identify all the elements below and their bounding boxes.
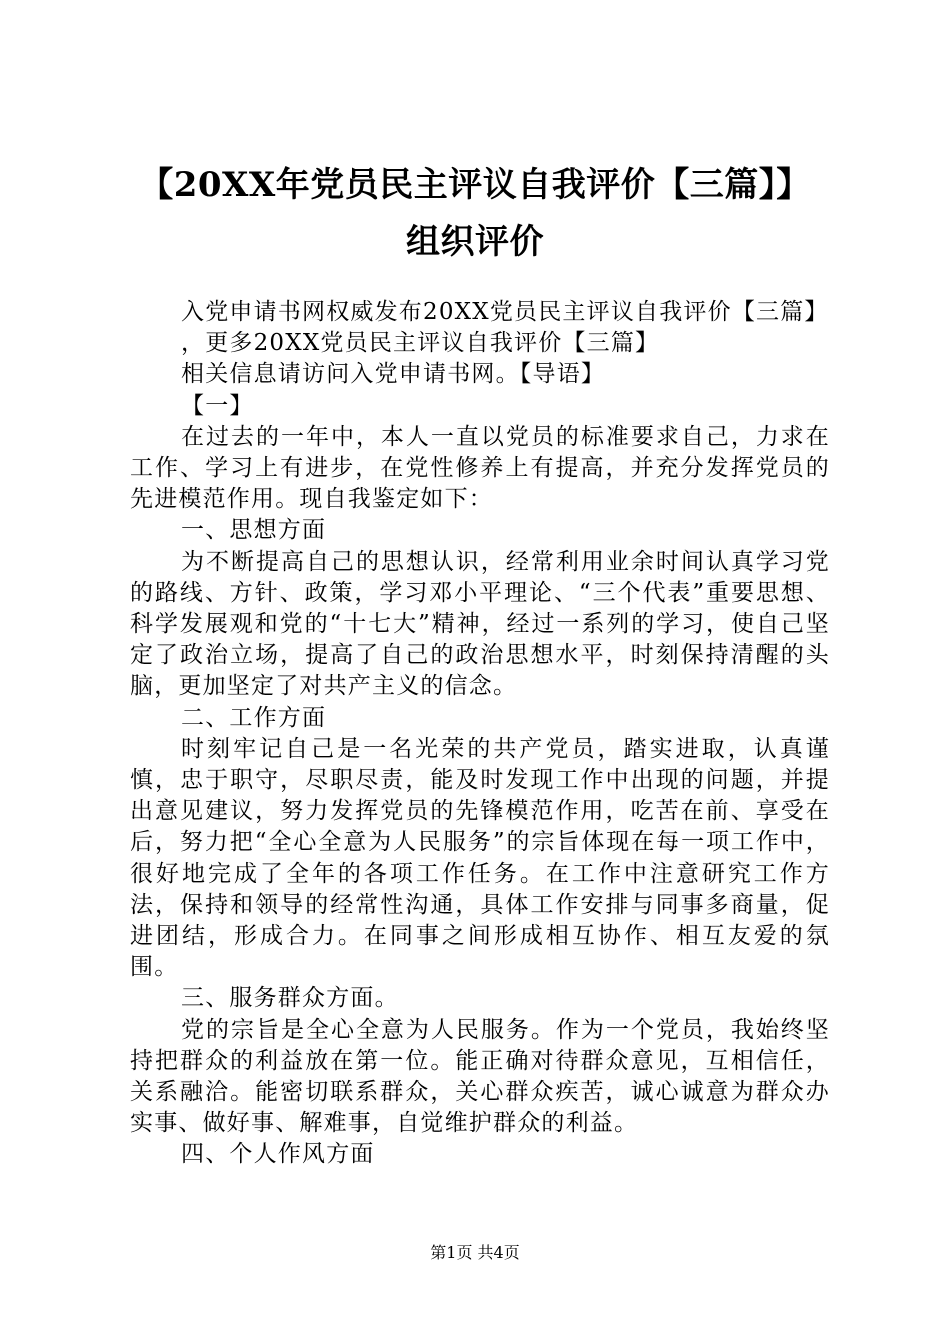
- document-title-line-2: 组织评价: [406, 222, 544, 262]
- section-heading: 四、个人作风方面: [181, 1141, 375, 1168]
- section-marker: 【一】: [181, 392, 254, 419]
- body-paragraph: 时刻牢记自己是一名光荣的共产党员，踏实进取，认真谨慎，忠于职守，尽职尽责，能及时发现工作中出现的问题，并提出意见建议，努力发挥党员的先锋模范作用，吃苦在前、享受在后，努力把“全心全意为人民服务”的宗旨体现在每一项工作中，很好地完成了全年的各项工作任务。在工作中注意研究工作方法，保持和领导的经常性沟通，具体工作安排与同事多商量，促进团结，形成合力。在同事之间形成相互协作、相互友爱的氛围。: [130, 735, 830, 981]
- section-heading: 二、工作方面: [181, 704, 327, 731]
- intro-visit-line: 相关信息请访问入党申请书网。【导语】: [181, 361, 606, 388]
- intro-more-line: ，更多20XX党员民主评议自我评价【三篇】: [181, 330, 660, 357]
- document-body: [130, 297, 830, 1171]
- intro-paragraph: 入党申请书网权威发布20XX党员民主评议自我评价【三篇】: [181, 299, 829, 325]
- body-paragraph: 为不断提高自己的思想认识，经常利用业余时间认真学习党的路线、方针、政策，学习邓小平理论、“三个代表”重要思想、科学发展观和党的“十七大”精神，经过一系列的学习，使自己坚定了政治立场，提高了自己的政治思想水平，时刻保持清醒的头脑，更加坚定了对共产主义的信念。: [130, 548, 830, 700]
- body-paragraph: 党的宗旨是全心全意为人民服务。作为一个党员，我始终坚持把群众的利益放在第一位。能正确对待群众意见，互相信任，关系融洽。能密切联系群众，关心群众疾苦，诚心诚意为群众办实事、做好事、解难事，自觉维护群众的利益。: [130, 1016, 830, 1137]
- section-heading: 三、服务群众方面。: [181, 985, 399, 1012]
- body-paragraph: 在过去的一年中，本人一直以党员的标准要求自己，力求在工作、学习上有进步，在党性修养上有提高，并充分发挥党员的先进模范作用。现自我鉴定如下：: [130, 423, 830, 513]
- page-footer: 第1页 共4页: [430, 1243, 520, 1262]
- section-heading: 一、思想方面: [181, 517, 327, 544]
- document-title-line-1: 【20XX年党员民主评议自我评价【三篇】】: [139, 165, 811, 205]
